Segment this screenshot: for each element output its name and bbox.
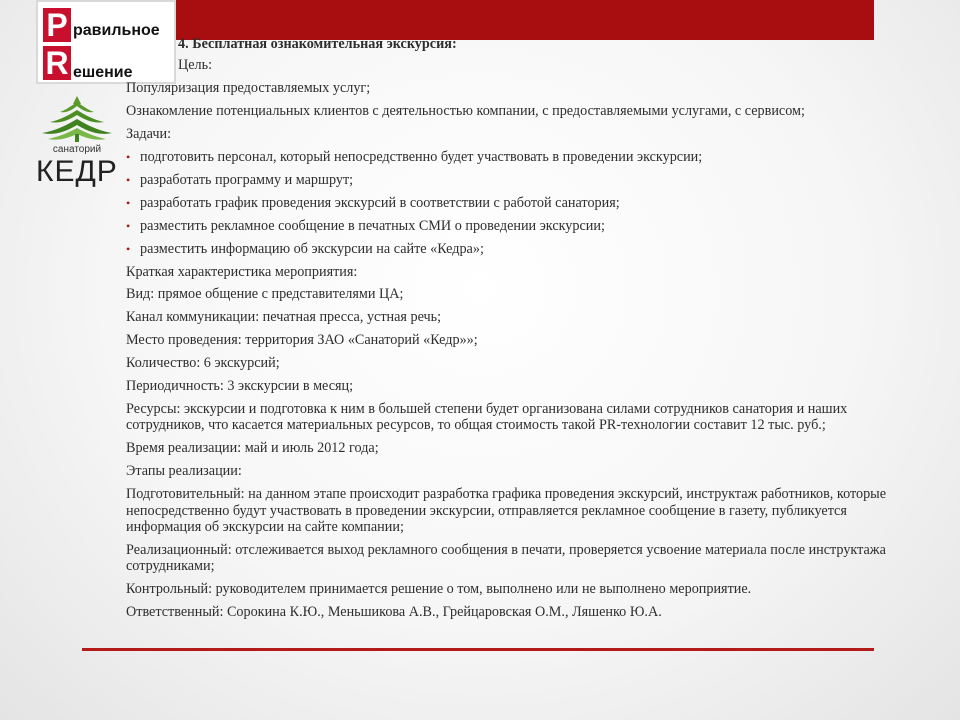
characteristic-line: Время реализации: май и июль 2012 года; [126, 440, 379, 457]
task-item: • подготовить персонал, который непосредственно будет участвовать в проведении экскурсии; [126, 149, 898, 165]
characteristic-line: Место проведения: территория ЗАО «Санаторий «Кедр»»; [126, 332, 478, 349]
slide-body [126, 36, 898, 627]
footer-divider [82, 648, 874, 651]
logo-word-top: равильное [73, 22, 160, 39]
stage-item: Подготовительный: на данном этапе происходит разработка графика проведения экскурсий, инструктаж работников, которые непосредственно будут участвовать в проведении экскурсии, отправляется рекламное сообщение в газету, публикуется информация об экскурсии на сайте компании; [126, 486, 887, 535]
logo-word-bottom: ешение [73, 64, 133, 81]
characteristic-line: Краткая характеристика мероприятия: [126, 263, 358, 280]
characteristic-line: Количество: 6 экскурсий; [126, 355, 280, 372]
characteristic-line: Канал коммуникации: печатная пресса, устная речь; [126, 309, 442, 326]
logo-letter-p: P [43, 8, 71, 42]
task-item: • разместить информацию об экскурсии на сайте «Кедра»; [126, 241, 898, 257]
slide-title: 4. Бесплатная ознакомительная экскурсия: [178, 36, 457, 52]
characteristic-line: Вид: прямое общение с представителями ЦА; [126, 286, 404, 303]
goal-label: Цель: [178, 57, 213, 74]
characteristic-line: Ресурсы: экскурсии и подготовка к ним в большей степени будет организована силами сотрудников санатория и наших сотрудников, что касается материальных ресурсов, то общая стоимость такой PR-технологии составит 12 тыс. руб.; [126, 401, 848, 434]
tree-icon [38, 92, 116, 144]
stages-label: Этапы реализации: [126, 463, 242, 480]
stage-item: Контрольный: руководителем принимается решение о том, выполнено или не выполнено мероприятие. [126, 581, 752, 598]
tasks-list [126, 149, 898, 257]
goal-line: Ознакомление потенциальных клиентов с деятельностью компании, с предоставляемыми услугами, с сервисом; [126, 103, 805, 120]
goal-line: Популяризация предоставляемых услуг; [126, 80, 371, 97]
kedr-logo-subtitle: санаторий [52, 144, 102, 155]
responsible-line: Ответственный: Сорокина К.Ю., Меньшикова А.В., Грейцаровская О.М., Ляшенко Ю.А. [126, 604, 662, 621]
characteristic-line: Периодичность: 3 экскурсии в месяц; [126, 378, 354, 395]
task-item: • разработать график проведения экскурсий в соответствии с работой санатория; [126, 195, 898, 211]
header-bar [86, 0, 874, 40]
task-item: • разместить рекламное сообщение в печатных СМИ о проведении экскурсии; [126, 218, 898, 234]
stage-item: Реализационный: отслеживается выход рекламного сообщения в печати, проверяется усвоение материала после инструктажа сотрудниками; [126, 541, 886, 575]
kedr-sanatorium-logo [34, 92, 120, 192]
logo-letter-r: R [43, 46, 71, 80]
kedr-logo-name: КЕДР [36, 155, 118, 188]
task-item: • разработать программу и маршрут; [126, 172, 898, 188]
tasks-label: Задачи: [126, 126, 172, 143]
